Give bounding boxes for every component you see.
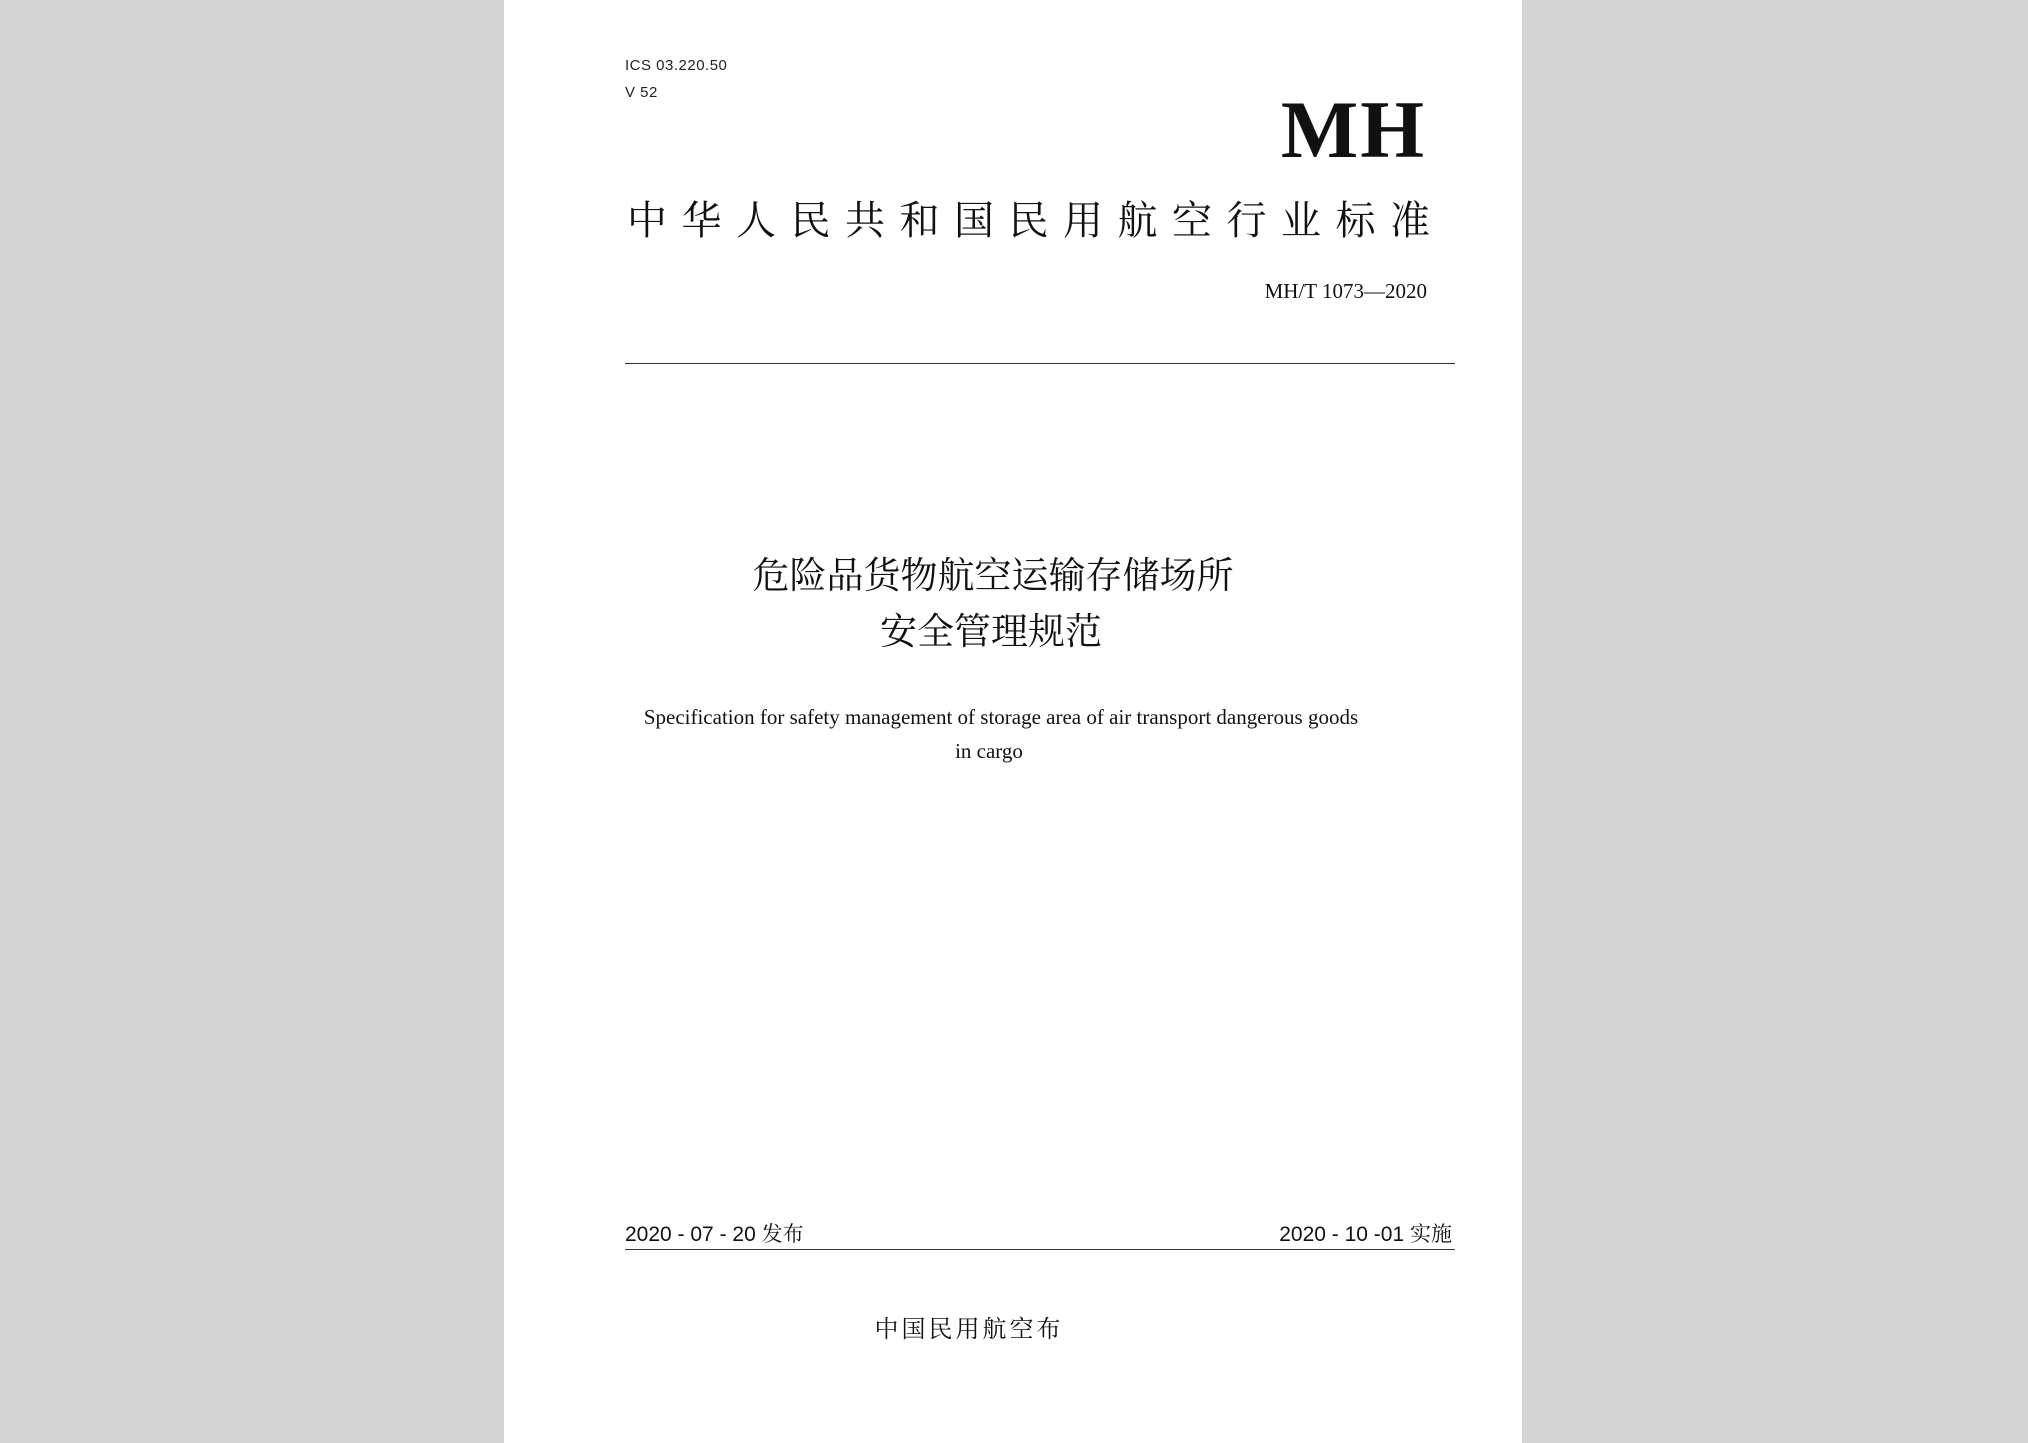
publisher-name: 中国民用航空布 [874, 1315, 1064, 1343]
standard-number: MH/T 1073—2020 [1264, 279, 1427, 303]
issue-date: 2020 - 07 - 20 发布 [625, 1223, 804, 1246]
english-title [504, 700, 1522, 768]
ics-code: ICS 03.220.50 [625, 57, 728, 74]
publisher [504, 1312, 1522, 1346]
english-title-line-1: Specification for safety management of storage area of air transport dangerous goods [643, 705, 1359, 729]
chinese-title-line-1: 危险品货物航空运输存储场所 [752, 554, 1234, 597]
bottom-divider [625, 1249, 1455, 1250]
standard-title: 中华人民共和国民用航空行业标准 [627, 198, 1445, 244]
document-page [504, 0, 1522, 1443]
ccs-code: V 52 [625, 84, 658, 101]
mh-logo: MH [1280, 84, 1426, 175]
english-title-line-2: in cargo [955, 739, 1023, 763]
chinese-title [504, 548, 1522, 660]
chinese-title-line-2: 安全管理规范 [880, 610, 1102, 653]
top-divider [625, 363, 1455, 364]
classification-codes [625, 52, 727, 106]
effective-date: 2020 - 10 -01 实施 [1279, 1223, 1452, 1246]
